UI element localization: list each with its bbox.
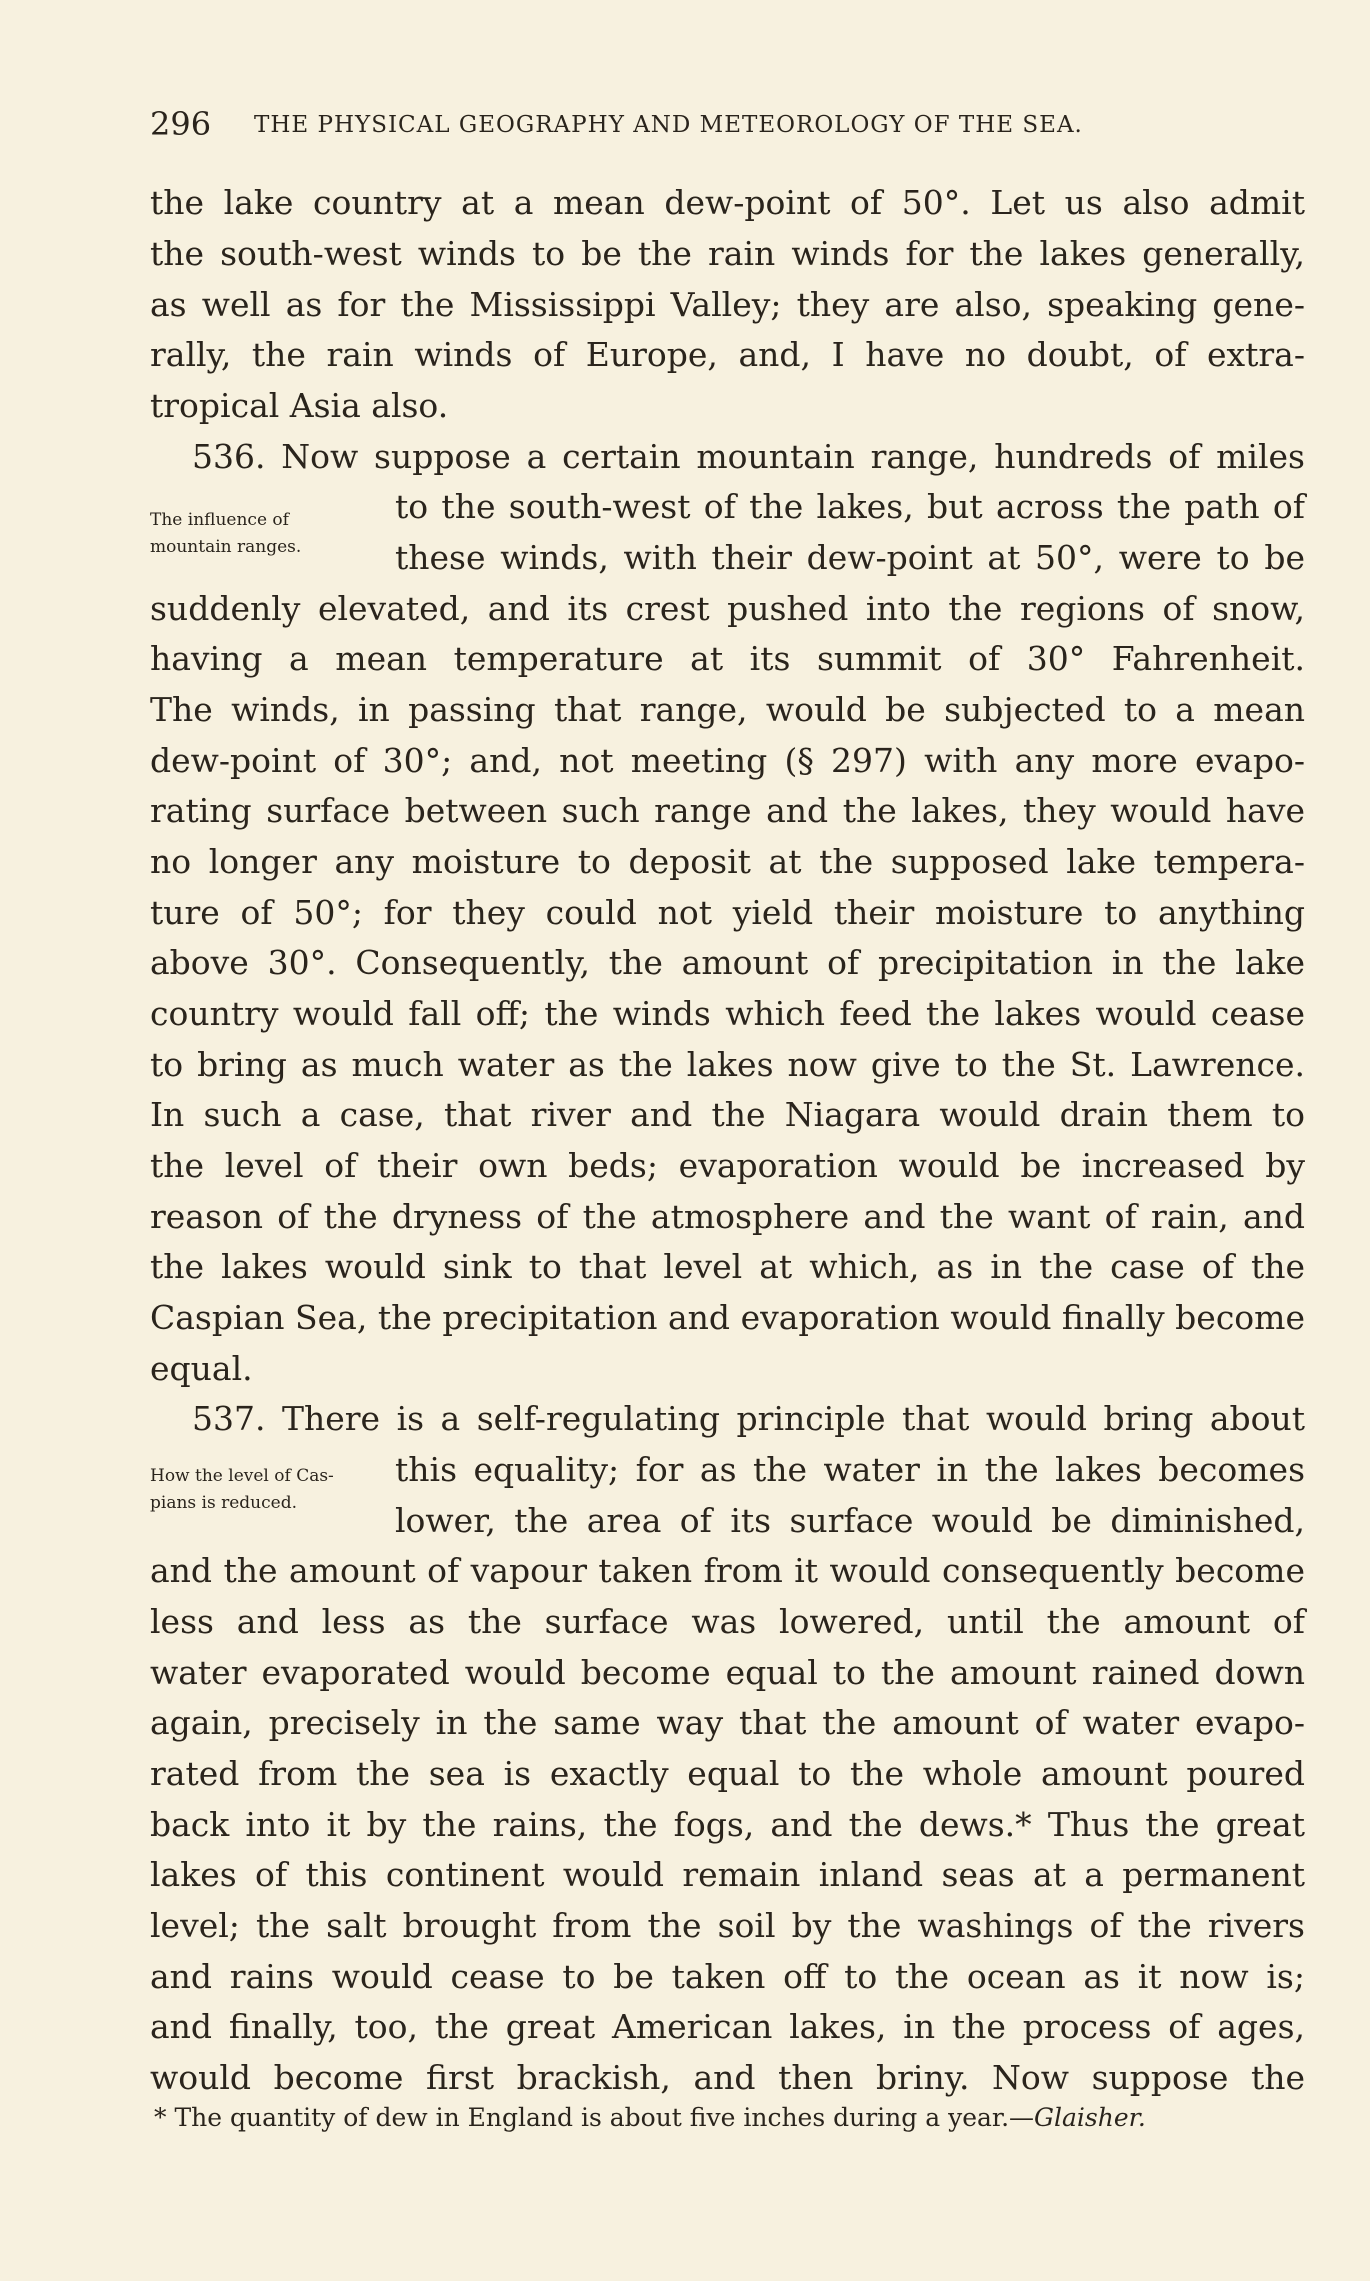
- body-line: again, precisely in the same way that the amount of water evapo-: [150, 1703, 1305, 1742]
- body-line: rating surface between such range and the lakes, they would have: [150, 791, 1305, 830]
- body-line: having a mean temperature at its summit of 30° Fahrenheit.: [150, 639, 1305, 678]
- body-line: as well as for the Mississippi Valley; they are also, speaking gene-: [150, 285, 1305, 324]
- sidenote-mountain-ranges: The influence of: [150, 510, 289, 530]
- body-line: less and less as the surface was lowered, until the amount of: [150, 1602, 1305, 1641]
- body-line: to the south-west of the lakes, but across the path of: [395, 487, 1305, 526]
- sidenote-caspians: How the level of Cas-: [150, 1466, 334, 1486]
- body-line: tropical Asia also.: [150, 386, 449, 425]
- body-line: suddenly elevated, and its crest pushed into the regions of snow,: [150, 589, 1305, 628]
- body-line: The winds, in passing that range, would be subjected to a mean: [150, 690, 1305, 729]
- body-line: the level of their own beds; evaporation would be increased by: [150, 1146, 1305, 1185]
- body-line: water evaporated would become equal to the amount rained down: [150, 1653, 1305, 1692]
- body-line: ture of 50°; for they could not yield their moisture to anything: [150, 893, 1305, 932]
- sidenote-mountain-ranges: mountain ranges.: [150, 537, 302, 557]
- body-line: and finally, too, the great American lakes, in the process of ages,: [150, 2007, 1305, 2046]
- body-line: lower, the area of its surface would be diminished,: [395, 1501, 1305, 1540]
- footnote-text: * The quantity of dew in England is about five inches during a year.—: [154, 2103, 1035, 2132]
- body-line: this equality; for as the water in the lakes becomes: [395, 1450, 1305, 1489]
- page-header: [150, 102, 1300, 146]
- sidenote-caspians: pians is reduced.: [150, 1493, 297, 1513]
- body-line: dew-point of 30°; and, not meeting (§ 297) with any more evapo-: [150, 741, 1305, 780]
- body-line: and rains would cease to be taken off to the ocean as it now is;: [150, 1957, 1305, 1996]
- paragraph-536-start: 536. Now suppose a certain mountain range, hundreds of miles: [192, 437, 1305, 476]
- body-line: country would fall off; the winds which feed the lakes would cease: [150, 994, 1305, 1033]
- body-line: equal.: [150, 1349, 253, 1388]
- page-number: 296: [150, 105, 212, 143]
- body-line: no longer any moisture to deposit at the supposed lake tempera-: [150, 842, 1305, 881]
- body-line: and the amount of vapour taken from it would consequently become: [150, 1551, 1305, 1590]
- body-line: lakes of this continent would remain inland seas at a permanent: [150, 1855, 1305, 1894]
- body-line: In such a case, that river and the Niagara would drain them to: [150, 1095, 1305, 1134]
- running-title: THE PHYSICAL GEOGRAPHY AND METEOROLOGY OF THE SEA.: [254, 112, 1083, 138]
- body-line: the lakes would sink to that level at which, as in the case of the: [150, 1247, 1305, 1286]
- body-line: these winds, with their dew-point at 50°, were to be: [395, 538, 1305, 577]
- body-line: reason of the dryness of the atmosphere and the want of rain, and: [150, 1197, 1305, 1236]
- body-line: to bring as much water as the lakes now give to the St. Lawrence.: [150, 1045, 1305, 1084]
- body-line: would become first brackish, and then briny. Now suppose the: [150, 2058, 1305, 2097]
- paragraph-537-start: 537. There is a self-regulating principle that would bring about: [192, 1399, 1305, 1438]
- body-line: the south-west winds to be the rain winds for the lakes generally,: [150, 234, 1305, 273]
- footnote-author: Glaisher.: [1034, 2103, 1146, 2132]
- body-line: back into it by the rains, the fogs, and the dews.* Thus the great: [150, 1805, 1305, 1844]
- body-line: level; the salt brought from the soil by the washings of the rivers: [150, 1906, 1305, 1945]
- body-line: the lake country at a mean dew-point of 50°. Let us also admit: [150, 183, 1305, 222]
- body-line: rally, the rain winds of Europe, and, I have no doubt, of extra-: [150, 335, 1305, 374]
- footnote: [154, 2098, 1304, 2138]
- body-line: above 30°. Consequently, the amount of precipitation in the lake: [150, 943, 1305, 982]
- body-line: rated from the sea is exactly equal to the whole amount poured: [150, 1754, 1305, 1793]
- body-line: Caspian Sea, the precipitation and evaporation would finally become: [150, 1298, 1305, 1337]
